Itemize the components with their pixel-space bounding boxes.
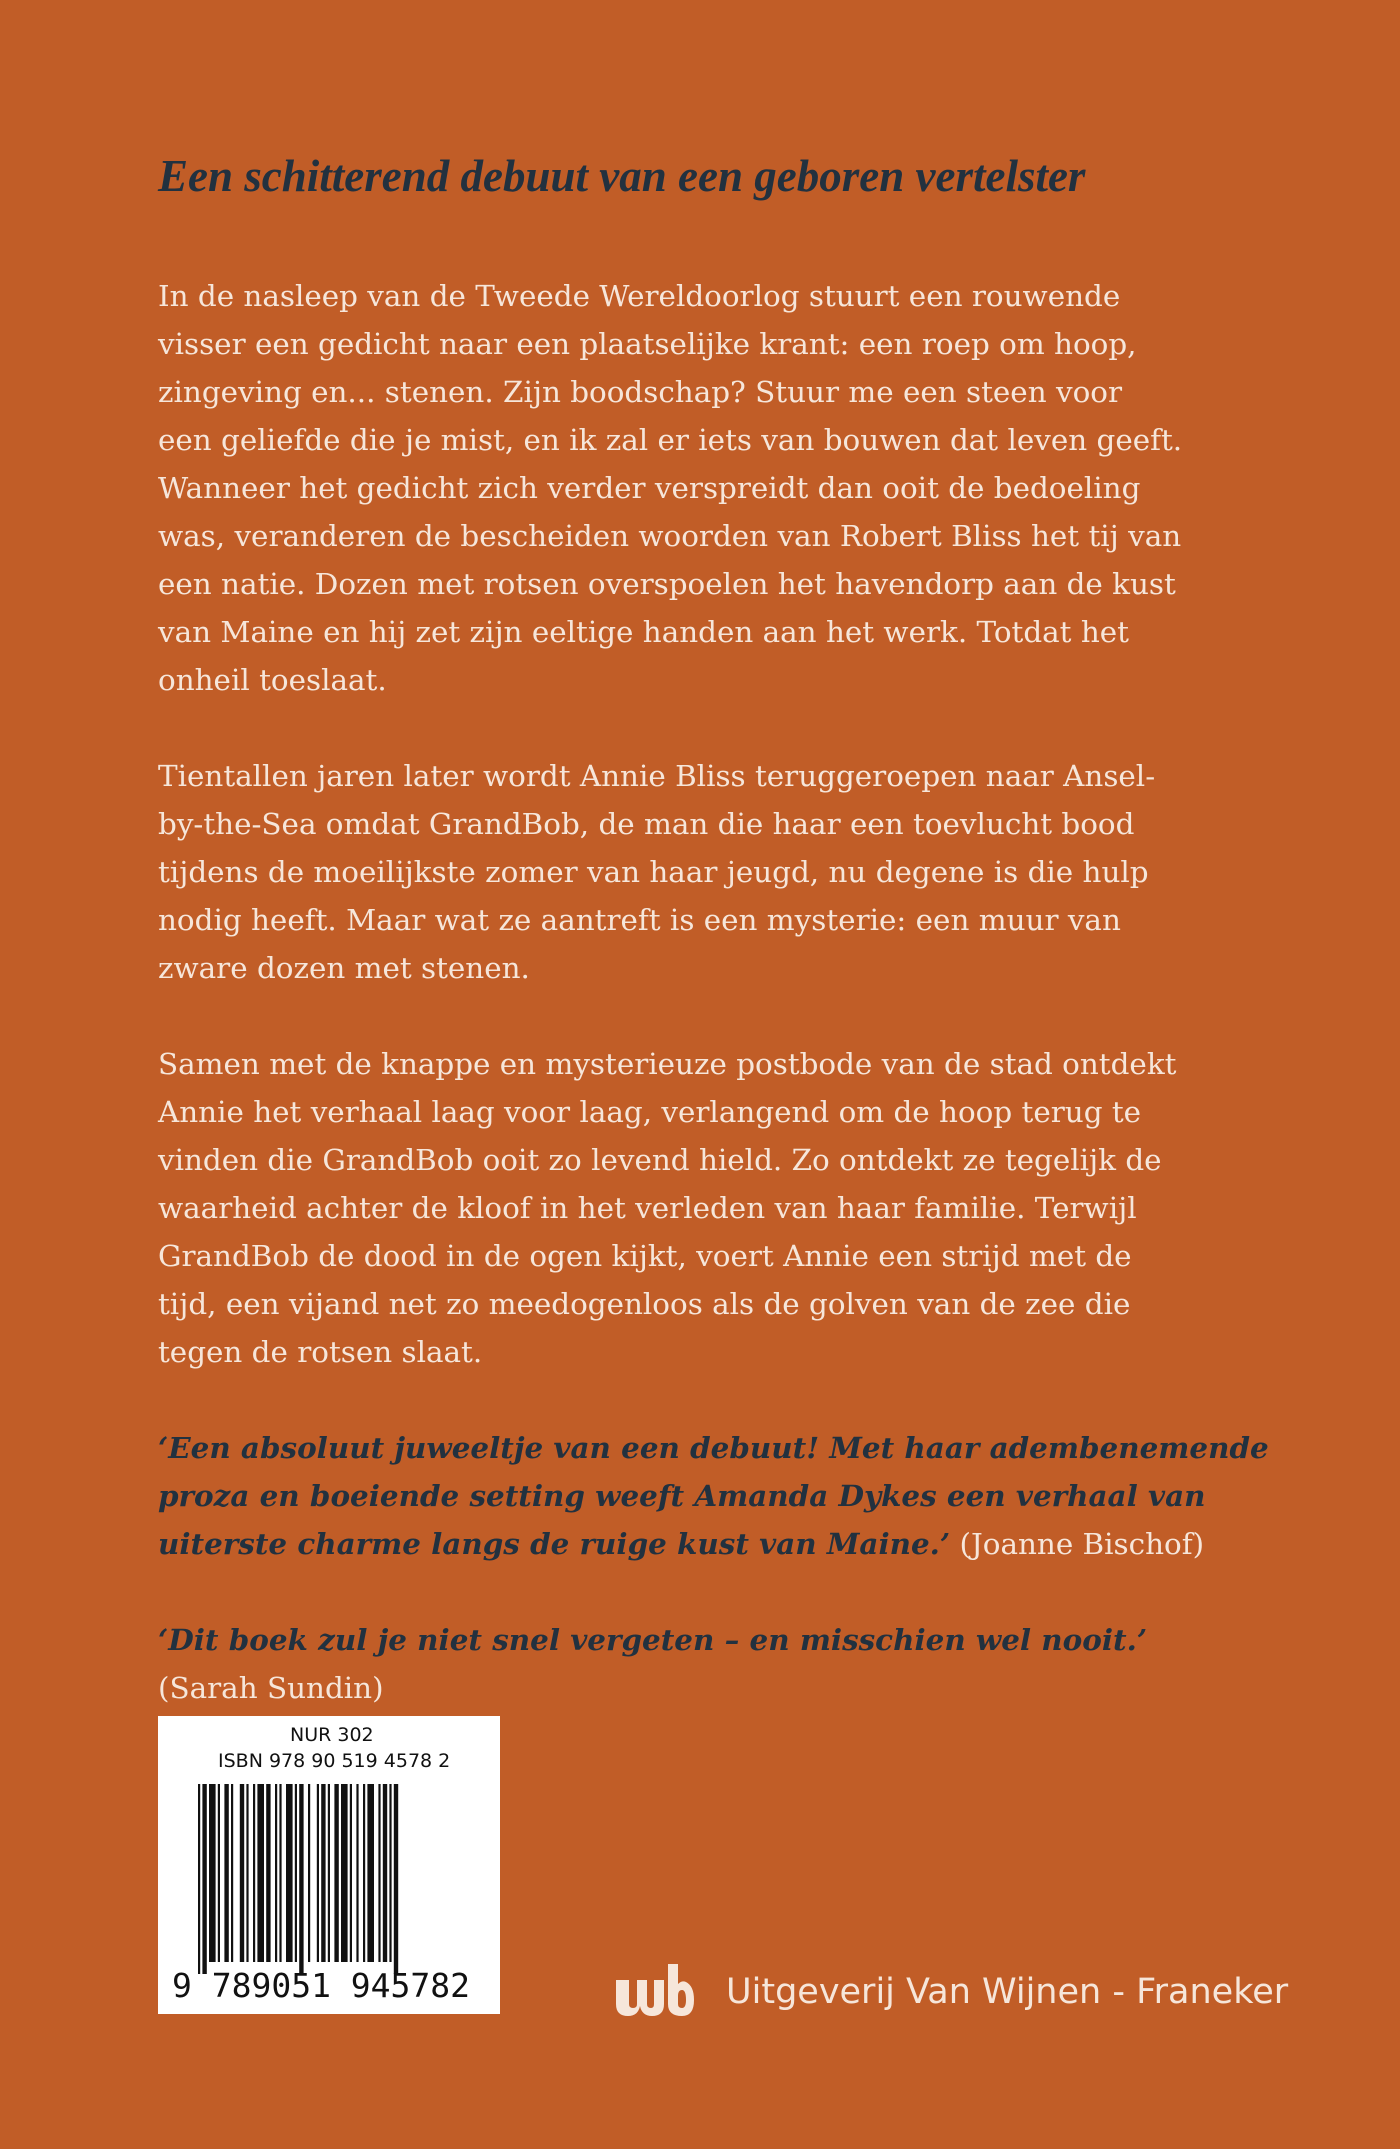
review-quote-1 <box>158 1424 1269 1568</box>
barcode-bars-icon <box>198 1784 470 1974</box>
blurb-line: zingeving en... stenen. Zijn boodschap? Stuur me een steen voor <box>158 375 1123 409</box>
blurb-line: nodig heeft. Maar wat ze aantreft is een mysterie: een muur van <box>158 903 1121 937</box>
blurb-line: GrandBob de dood in de ogen kijkt, voert Annie een strijd met de <box>158 1239 1132 1273</box>
quote-line: uiterste charme langs de ruige kust van Maine.’ <box>158 1526 951 1561</box>
quote-line: ‘Dit boek zul je niet snel vergeten – en misschien wel nooit.’ <box>158 1622 1148 1657</box>
isbn-number: ISBN 978 90 519 4578 2 <box>218 1750 451 1772</box>
quote-line: proza en boeiende setting weeft Amanda Dykes een verhaal van <box>158 1478 1206 1513</box>
blurb-line: Annie het verhaal laag voor laag, verlangend om de hoop terug te <box>158 1095 1142 1129</box>
blurb-paragraph-2 <box>158 752 1258 992</box>
isbn-barcode <box>158 1716 500 2014</box>
blurb-line: van Maine en hij zet zijn eeltige handen aan het werk. Totdat het <box>158 615 1129 649</box>
quote-line: ‘Een absoluut juweeltje van een debuut! Met haar adembenemende <box>158 1430 1269 1465</box>
blurb-line: onheil toeslaat. <box>158 663 387 697</box>
blurb-line: Samen met de knappe en mysterieuze postbode van de stad ontdekt <box>158 1047 1177 1081</box>
publisher-imprint <box>612 1960 1288 2024</box>
wb-logo-icon <box>612 1960 694 2024</box>
blurb <box>158 272 1269 1760</box>
quote-source: (Sarah Sundin) <box>158 1671 384 1705</box>
blurb-line: by-the-Sea omdat GrandBob, de man die haar een toevlucht bood <box>158 807 1135 841</box>
barcode-digits: 9 789051 945782 <box>172 1966 471 2005</box>
blurb-line: Tientallen jaren later wordt Annie Bliss teruggeroepen naar Ansel- <box>158 759 1156 793</box>
back-cover-tagline: Een schitterend debuut van een geboren vertelster <box>158 151 1086 201</box>
blurb-line: tijdens de moeilijkste zomer van haar jeugd, nu degene is die hulp <box>158 855 1149 889</box>
blurb-line: zware dozen met stenen. <box>158 951 530 985</box>
nur-code: NUR 302 <box>290 1724 374 1746</box>
quote-source: (Joanne Bischof) <box>959 1527 1205 1561</box>
blurb-line: een natie. Dozen met rotsen overspoelen het havendorp aan de kust <box>158 567 1176 601</box>
blurb-line: tijd, een vijand net zo meedogenloos als de golven van de zee die <box>158 1287 1131 1321</box>
publisher-name: Uitgeverij Van Wijnen - Franeker <box>726 1972 1289 2012</box>
blurb-line: waarheid achter de kloof in het verleden van haar familie. Terwijl <box>158 1191 1137 1225</box>
blurb-paragraph-1 <box>158 272 1258 704</box>
blurb-line: een geliefde die je mist, en ik zal er iets van bouwen dat leven geeft. <box>158 423 1183 457</box>
review-quote-2 <box>158 1616 1258 1712</box>
blurb-line: was, veranderen de bescheiden woorden van Robert Bliss het tij van <box>158 519 1182 553</box>
blurb-line: visser een gedicht naar een plaatselijke krant: een roep om hoop, <box>158 327 1137 361</box>
blurb-line: In de nasleep van de Tweede Wereldoorlog stuurt een rouwende <box>158 279 1121 313</box>
blurb-line: vinden die GrandBob ooit zo levend hield. Zo ontdekt ze tegelijk de <box>158 1143 1162 1177</box>
blurb-line: Wanneer het gedicht zich verder verspreidt dan ooit de bedoeling <box>158 471 1141 505</box>
blurb-line: tegen de rotsen slaat. <box>158 1335 483 1369</box>
blurb-paragraph-3 <box>158 1040 1258 1376</box>
